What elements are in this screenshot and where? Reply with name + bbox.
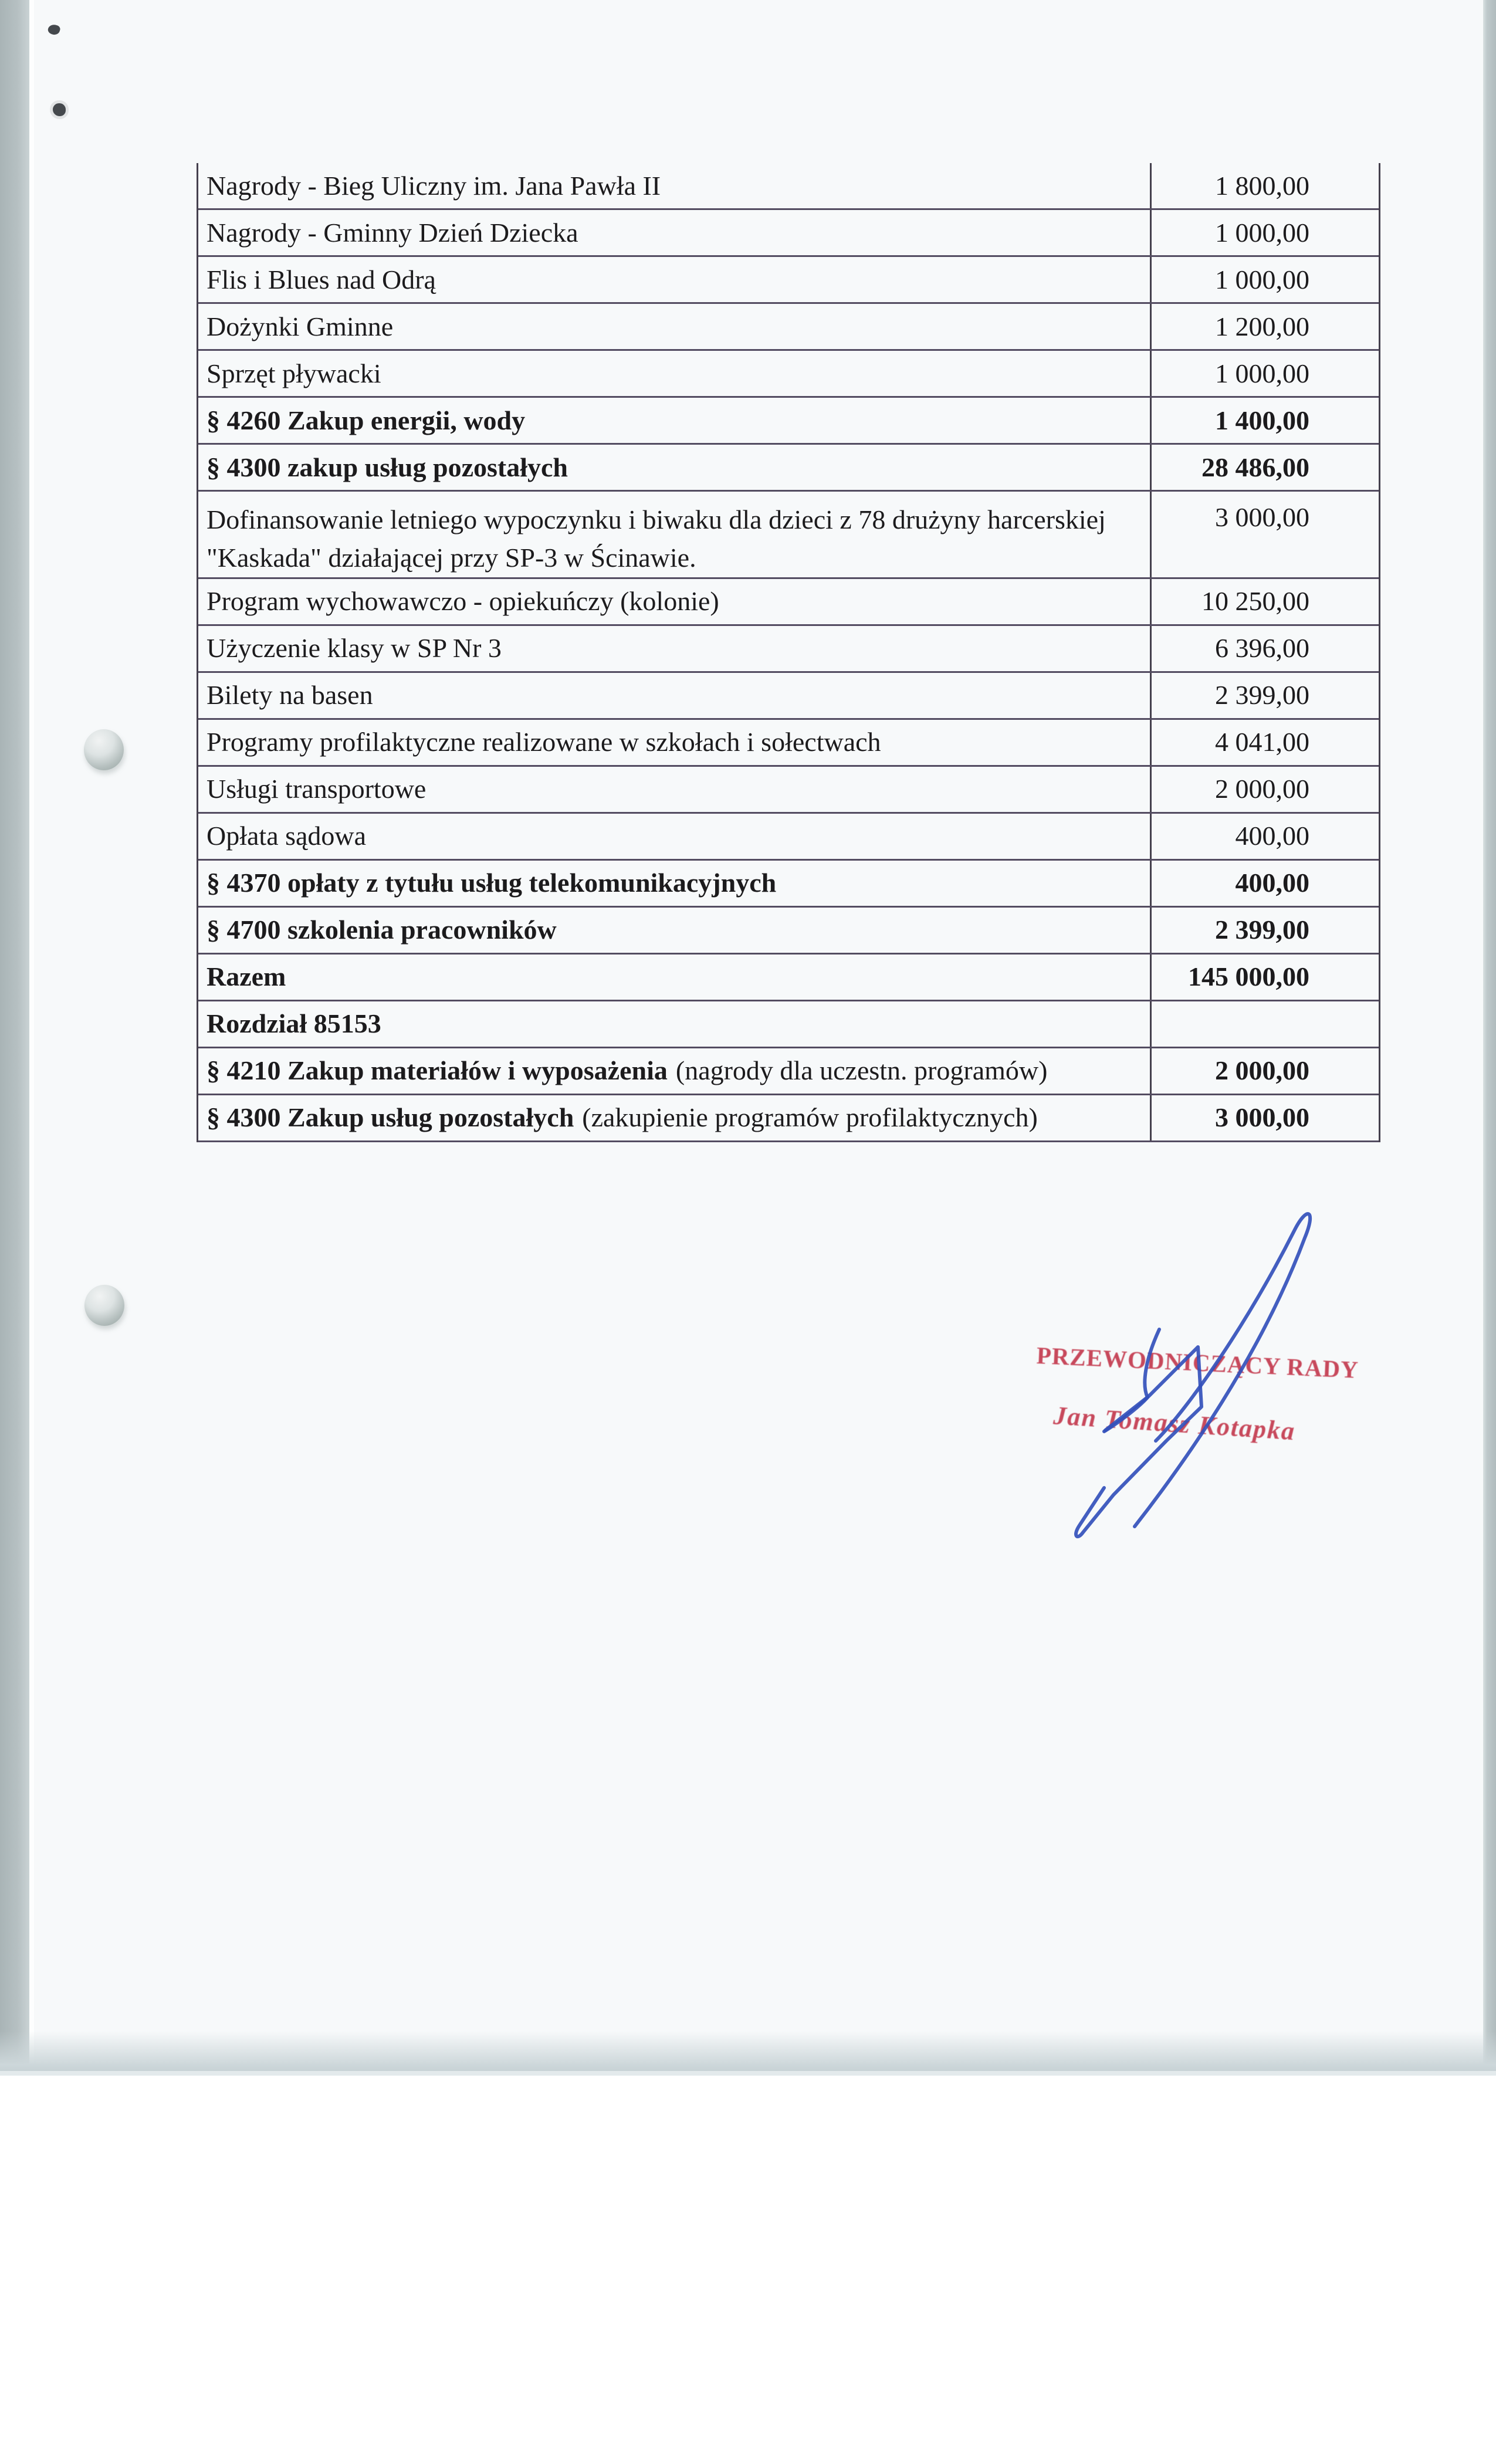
- row-label: § 4700 szkolenia pracowników: [207, 915, 557, 945]
- row-note: (zakupienie programów profilaktycznych): [582, 1102, 1038, 1133]
- row-description-cell: [198, 626, 1152, 671]
- scan-speck: [53, 103, 66, 116]
- row-label: Programy profilaktyczne realizowane w szkołach i sołectwach: [207, 727, 881, 757]
- row-label: § 4260 Zakup energii, wody: [207, 405, 526, 435]
- row-amount-cell: [1152, 163, 1379, 208]
- row-amount-cell: [1152, 1095, 1379, 1140]
- row-description-cell: [198, 398, 1152, 443]
- punch-hole-shadow: [84, 1285, 124, 1326]
- row-value: 1 000,00: [1215, 358, 1309, 388]
- row-label: Razem: [207, 962, 286, 992]
- table-row: [198, 1048, 1379, 1095]
- row-amount-cell: [1152, 626, 1379, 671]
- row-amount-cell: [1152, 767, 1379, 812]
- row-value: 4 041,00: [1215, 727, 1309, 757]
- row-value: 2 000,00: [1215, 774, 1309, 804]
- row-description-cell: [198, 908, 1152, 953]
- row-description-cell: [198, 492, 1152, 577]
- row-description-cell: [198, 861, 1152, 906]
- row-value: 2 399,00: [1215, 680, 1309, 710]
- table-row: [198, 767, 1379, 814]
- row-amount-cell: [1152, 351, 1379, 396]
- row-value: 145 000,00: [1188, 962, 1309, 992]
- table-row: [198, 814, 1379, 861]
- signature-stroke: [1104, 1329, 1159, 1431]
- row-value: 3 000,00: [1215, 502, 1309, 532]
- table-row: [198, 720, 1379, 767]
- row-value: 6 396,00: [1215, 633, 1309, 664]
- row-description-cell: [198, 1001, 1152, 1047]
- row-value: 1 000,00: [1215, 264, 1309, 295]
- stamp-name: Jan Tomasz Kotapka: [1052, 1401, 1297, 1446]
- row-description-cell: [198, 814, 1152, 859]
- row-value: 28 486,00: [1201, 452, 1309, 482]
- table-row: [198, 579, 1379, 626]
- punch-hole-shadow: [84, 729, 124, 770]
- row-label: Rozdział 85153: [207, 1008, 381, 1039]
- row-amount-cell: [1152, 1001, 1379, 1047]
- row-amount-cell: [1152, 908, 1379, 953]
- row-value: 1 400,00: [1215, 405, 1309, 435]
- table-row: [198, 351, 1379, 398]
- row-label: Dofinansowanie letniego wypoczynku i biwaku dla dzieci z 78 drużyny harcerskiej "Kaskada" działającej przy SP-3 w Ścinawie.: [207, 505, 1106, 573]
- row-label: § 4300 zakup usług pozostałych: [207, 452, 568, 482]
- row-amount-cell: [1152, 720, 1379, 765]
- scan-right-edge-shadow: [1483, 0, 1496, 2075]
- row-label: Opłata sądowa: [207, 821, 367, 851]
- table-row: [198, 304, 1379, 351]
- row-description-cell: [198, 673, 1152, 718]
- row-description-cell: [198, 1095, 1152, 1140]
- row-label: Sprzęt pływacki: [207, 358, 381, 388]
- row-label: Flis i Blues nad Odrą: [207, 264, 436, 295]
- row-amount-cell: [1152, 861, 1379, 906]
- row-amount-cell: [1152, 210, 1379, 255]
- row-amount-cell: [1152, 673, 1379, 718]
- row-amount-cell: [1152, 257, 1379, 302]
- row-label: Bilety na basen: [207, 680, 373, 710]
- row-amount-cell: [1152, 1048, 1379, 1094]
- scan-bottom-edge-lip: [0, 2071, 1496, 2076]
- row-label: § 4210 Zakup materiałów i wyposażenia: [207, 1055, 668, 1086]
- row-amount-cell: [1152, 492, 1379, 577]
- scan-bottom-edge-shadow: [0, 2031, 1496, 2071]
- row-label: Usługi transportowe: [207, 774, 427, 804]
- row-amount-cell: [1152, 445, 1379, 490]
- row-value: 400,00: [1235, 868, 1309, 898]
- scan-left-edge-shadow: [0, 0, 29, 2075]
- row-description-cell: [198, 1048, 1152, 1094]
- row-description-cell: [198, 767, 1152, 812]
- row-value: 1 200,00: [1215, 311, 1309, 341]
- row-value: 2 399,00: [1215, 915, 1309, 945]
- row-label: Program wychowawczo - opiekuńczy (kolonie): [207, 586, 719, 617]
- row-value: 2 000,00: [1215, 1055, 1309, 1086]
- row-label: Użyczenie klasy w SP Nr 3: [207, 633, 502, 664]
- row-value: 400,00: [1235, 821, 1309, 851]
- scan-left-edge-highlight: [29, 0, 34, 2075]
- table-row: [198, 673, 1379, 720]
- budget-table: [197, 163, 1380, 1142]
- row-value: 3 000,00: [1215, 1102, 1309, 1133]
- row-description-cell: [198, 720, 1152, 765]
- row-description-cell: [198, 210, 1152, 255]
- table-row: [198, 1095, 1379, 1142]
- stamp-title: PRZEWODNICZĄCY RADY: [1035, 1341, 1359, 1383]
- row-note: (nagrody dla uczestn. programów): [675, 1055, 1048, 1086]
- table-row: [198, 492, 1379, 579]
- table-row: [198, 445, 1379, 492]
- row-value: 1 000,00: [1215, 217, 1309, 248]
- row-amount-cell: [1152, 579, 1379, 624]
- row-description-cell: [198, 163, 1152, 208]
- handwritten-signature: [1044, 1197, 1338, 1561]
- row-amount-cell: [1152, 398, 1379, 443]
- row-label: Dożynki Gminne: [207, 311, 394, 341]
- row-value: 10 250,00: [1201, 586, 1309, 617]
- table-row: [198, 861, 1379, 908]
- row-amount-cell: [1152, 814, 1379, 859]
- row-amount-cell: [1152, 304, 1379, 349]
- table-row: [198, 626, 1379, 673]
- row-description-cell: [198, 351, 1152, 396]
- table-row: [198, 908, 1379, 955]
- row-description-cell: [198, 955, 1152, 1000]
- row-label: § 4370 opłaty z tytułu usług telekomunikacyjnych: [207, 868, 777, 898]
- row-label: § 4300 Zakup usług pozostałych: [207, 1102, 574, 1133]
- table-row: [198, 257, 1379, 304]
- row-description-cell: [198, 257, 1152, 302]
- signature-stroke: [1076, 1347, 1201, 1536]
- table-row: [198, 210, 1379, 257]
- table-row: [198, 163, 1379, 210]
- row-value: 1 800,00: [1215, 170, 1309, 201]
- signature-stroke: [1135, 1214, 1310, 1527]
- row-amount-cell: [1152, 955, 1379, 1000]
- row-description-cell: [198, 579, 1152, 624]
- table-row: [198, 955, 1379, 1001]
- row-description-cell: [198, 304, 1152, 349]
- table-row: [198, 398, 1379, 445]
- table-row: [198, 1001, 1379, 1048]
- row-label: Nagrody - Bieg Uliczny im. Jana Pawła II: [207, 170, 661, 201]
- row-description-cell: [198, 445, 1152, 490]
- row-label: Nagrody - Gminny Dzień Dziecka: [207, 217, 578, 248]
